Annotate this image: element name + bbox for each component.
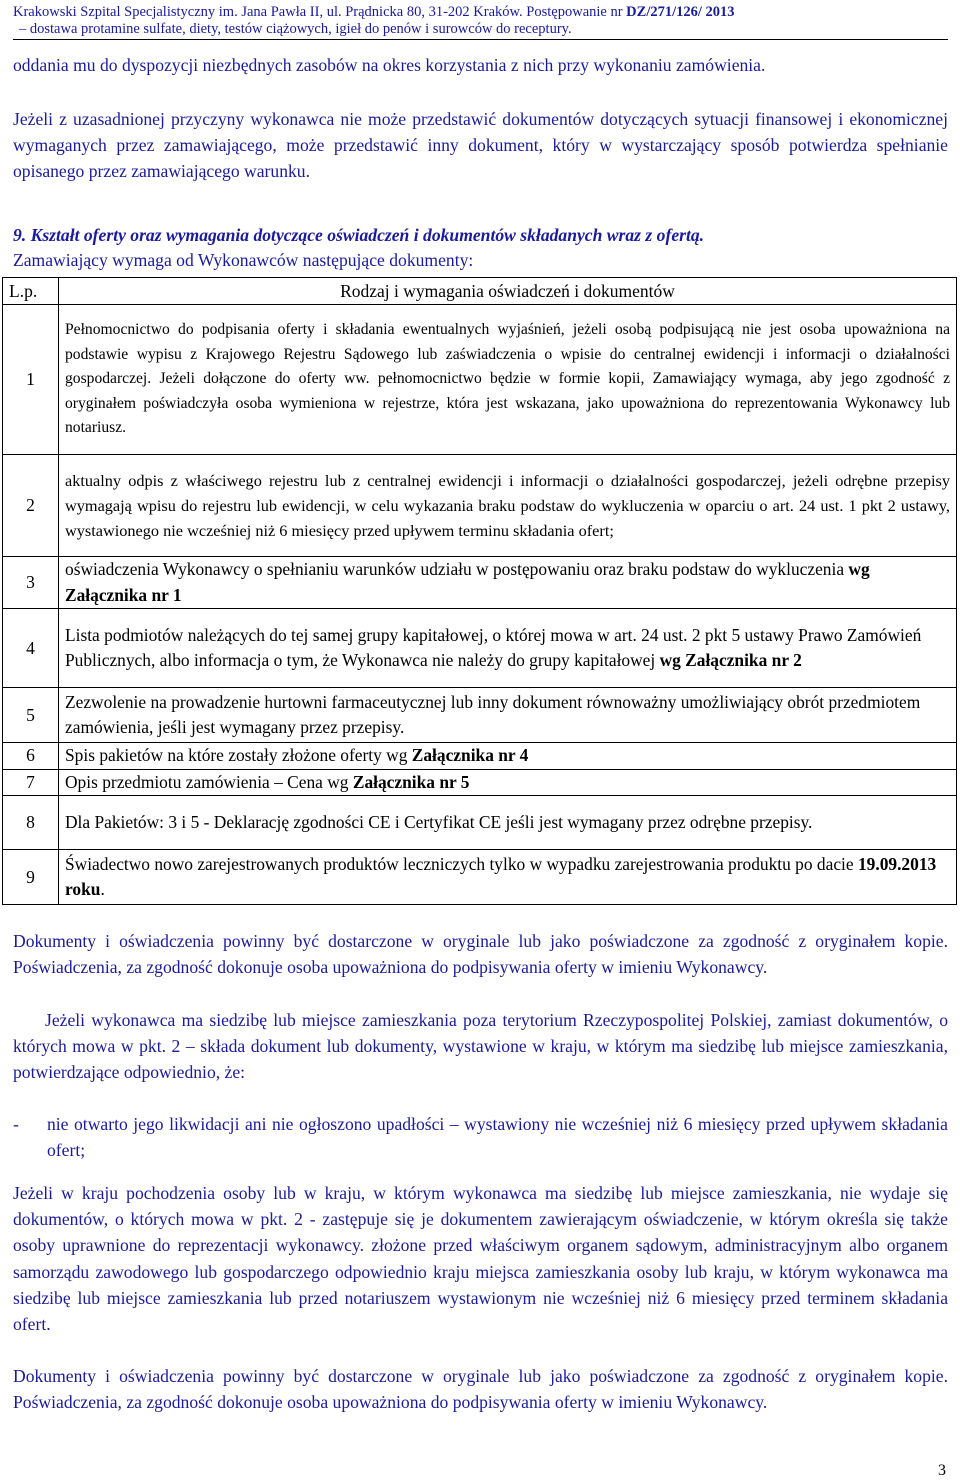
row-text xyxy=(59,743,957,770)
row-text-bold: wg Załącznika nr 1 xyxy=(65,559,870,605)
row-number: 7 xyxy=(3,769,59,796)
table-row xyxy=(3,850,957,905)
row-text-bold: Załącznika nr 5 xyxy=(352,771,470,792)
table-row xyxy=(3,455,957,557)
table-row xyxy=(3,305,957,455)
header-procedure-label: Postępowanie nr xyxy=(526,4,627,20)
section-9-heading: 9. Kształt oferty oraz wymagania dotyczące oświadczeń i dokumentów składanych wraz z ofertą. xyxy=(13,225,705,245)
table-row xyxy=(3,609,957,688)
row-number: 9 xyxy=(3,850,59,905)
row-number: 1 xyxy=(3,305,59,455)
row-text-bold: wg Załącznika nr 2 xyxy=(659,650,802,671)
row-text-plain: Świadectwo nowo zarejestrowanych produktów leczniczych tylko w wypadku zarejestrowania produktu po dacie xyxy=(65,853,858,874)
row-text-plain: Lista podmiotów należących do tej samej grupy kapitałowej, o której mowa w art. 24 ust. 2 pkt 5 ustawy Prawo Zamówień Publicznych, albo informacja o tym, że Wykonawca nie należy do grupy kapitałowej xyxy=(65,624,922,671)
row-text-plain: Opis przedmiotu zamówienia – Cena wg xyxy=(65,771,353,792)
header-description: Rodzaj i wymagania oświadczeń i dokumentów xyxy=(59,278,957,305)
after-paragraph-1: Dokumenty i oświadczenia powinny być dostarczone w oryginale lub jako poświadczone za zgodność z oryginałem kopie. Poświadczenia, za zgodność dokonuje osoba upoważniona do podpisywania oferty w imieniu Wykonawcy. xyxy=(13,931,948,978)
row-text xyxy=(59,609,957,688)
row-text-bold: Załącznika nr 4 xyxy=(411,745,529,766)
page-number: 3 xyxy=(938,1462,946,1479)
row-number: 4 xyxy=(3,609,59,688)
table-row xyxy=(3,796,957,850)
header-institution: Krakowski Szpital Specjalistyczny im. Jana Pawła II, ul. Prądnicka 80, 31-202 Kraków. xyxy=(13,4,527,20)
row-number: 6 xyxy=(3,743,59,770)
row-text-bold: 19.09.2013 roku xyxy=(65,853,937,900)
row-text-plain: oświadczenia Wykonawcy o spełnianiu warunków udziału w postępowaniu oraz braku podstaw do wykluczenia xyxy=(65,559,849,579)
after-paragraph-2: Jeżeli wykonawca ma siedzibę lub miejsce zamieszkania poza terytorium Rzeczypospolitej Polskiej, zamiast dokumentów, o których mowa w pkt. 2 – składa dokument lub dokumenty, wystawione w kraju, w którym ma siedzibę lub miejsce zamieszkania, potwierdzające odpowiednio, że: xyxy=(13,1010,948,1083)
row-text: Zezwolenie na prowadzenie hurtowni farmaceutycznej lub inny dokument równoważny umożliwiający obrót przedmiotem zamówienia, jeśli jest wymagany przez przepisy. xyxy=(59,688,957,743)
row-number: 2 xyxy=(3,455,59,557)
table-row xyxy=(3,557,957,609)
row-number: 8 xyxy=(3,796,59,850)
row-text-plain: Spis pakietów na które zostały złożone oferty wg xyxy=(65,745,412,766)
table-row xyxy=(3,769,957,796)
bullet-text: nie otwarto jego likwidacji ani nie ogłoszono upadłości – wystawiony nie wcześniej niż 6 miesięcy przed upływem składania ofert; xyxy=(47,1114,948,1161)
header-line-2: – dostawa protamine sulfate, diety, testów ciążowych, igieł do penów i surowców do receptury. xyxy=(19,21,572,37)
row-text: Pełnomocnictwo do podpisania oferty i składania ewentualnych wyjaśnień, jeżeli osobą podpisującą nie jest osoba upoważniona na podstawie wypisu z Krajowego Rejestru Sądowego lub zaświadczenia o wpisie do centralnej ewidencji i informacji o działalności gospodarczej. Jeżeli dołączone do oferty ww. pełnomocnictwo będzie w formie kopii, Zamawiający wymaga, aby jego zgodność z oryginałem poświadczyła osoba wymieniona w rejestrze, która jest wskazana, jako upoważniona do reprezentowania Wykonawcy lub notariusz. xyxy=(59,305,957,455)
header-line-1 xyxy=(13,3,948,21)
table-header-row xyxy=(3,278,957,305)
row-text: Dla Pakietów: 3 i 5 - Deklarację zgodności CE i Certyfikat CE jeśli jest wymagany przez odrębne przepisy. xyxy=(59,796,957,850)
row-text xyxy=(59,850,957,905)
row-number: 3 xyxy=(3,557,59,609)
table-row xyxy=(3,688,957,743)
row-text xyxy=(59,769,957,796)
page-header xyxy=(13,3,948,40)
row-number: 5 xyxy=(3,688,59,743)
bullet-dash: - xyxy=(13,1114,19,1134)
row-text-tail: . xyxy=(100,879,105,900)
bullet-item xyxy=(13,1111,948,1163)
row-text: aktualny odpis z właściwego rejestru lub z centralnej ewidencji i informacji o działalności gospodarczej, jeżeli odrębne przepisy wymagają wpisu do rejestru lub ewidencji, w celu wykazania braku podstaw do wykluczenia w oparciu o art. 24 ust. 1 pkt 2 ustawy, wystawionego nie wcześniej niż 6 miesięcy przed upływem terminu składania ofert; xyxy=(59,455,957,557)
row-text xyxy=(59,557,957,609)
header-lp: L.p. xyxy=(3,278,59,305)
table-row xyxy=(3,743,957,770)
after-paragraph-3: Jeżeli w kraju pochodzenia osoby lub w kraju, w którym wykonawca ma siedzibę lub miejsce zamieszkania, nie wydaje się dokumentów, o których mowa w pkt. 2 - zastępuje się je dokumentem zawierającym oświadczenie, w którym określa się także osoby uprawnione do reprezentacji wykonawcy. złożone przed właściwym organem sądowym, administracyjnym albo organem samorządu zawodowego lub gospodarczego odpowiednio kraju miejsca zamieszkania osoby lub kraju, w którym wykonawca ma siedzibę lub miejsce zamieszkania lub przed notariuszem wystawionym nie wcześniej niż 6 miesięcy przed terminem składania ofert. xyxy=(13,1183,948,1335)
requirements-table xyxy=(2,277,957,905)
section-9-lead: Zamawiający wymaga od Wykonawców następujące dokumenty: xyxy=(13,250,474,270)
header-procedure-number: DZ/271/126/ 2013 xyxy=(626,4,735,20)
after-paragraph-4: Dokumenty i oświadczenia powinny być dostarczone w oryginale lub jako poświadczone za zgodność z oryginałem kopie. Poświadczenia, za zgodność dokonuje osoba upoważniona do podpisywania oferty w imieniu Wykonawcy. xyxy=(13,1366,948,1413)
intro-paragraph-1: oddania mu do dyspozycji niezbędnych zasobów na okres korzystania z nich przy wykonaniu zamówienia. xyxy=(13,55,766,75)
intro-paragraph-2: Jeżeli z uzasadnionej przyczyny wykonawca nie może przedstawić dokumentów dotyczących sytuacji finansowej i ekonomicznej wymaganych przez zamawiającego, może przedstawić inny dokument, który w wystarczający sposób potwierdza spełnianie opisanego przez zamawiającego warunku. xyxy=(13,109,948,182)
